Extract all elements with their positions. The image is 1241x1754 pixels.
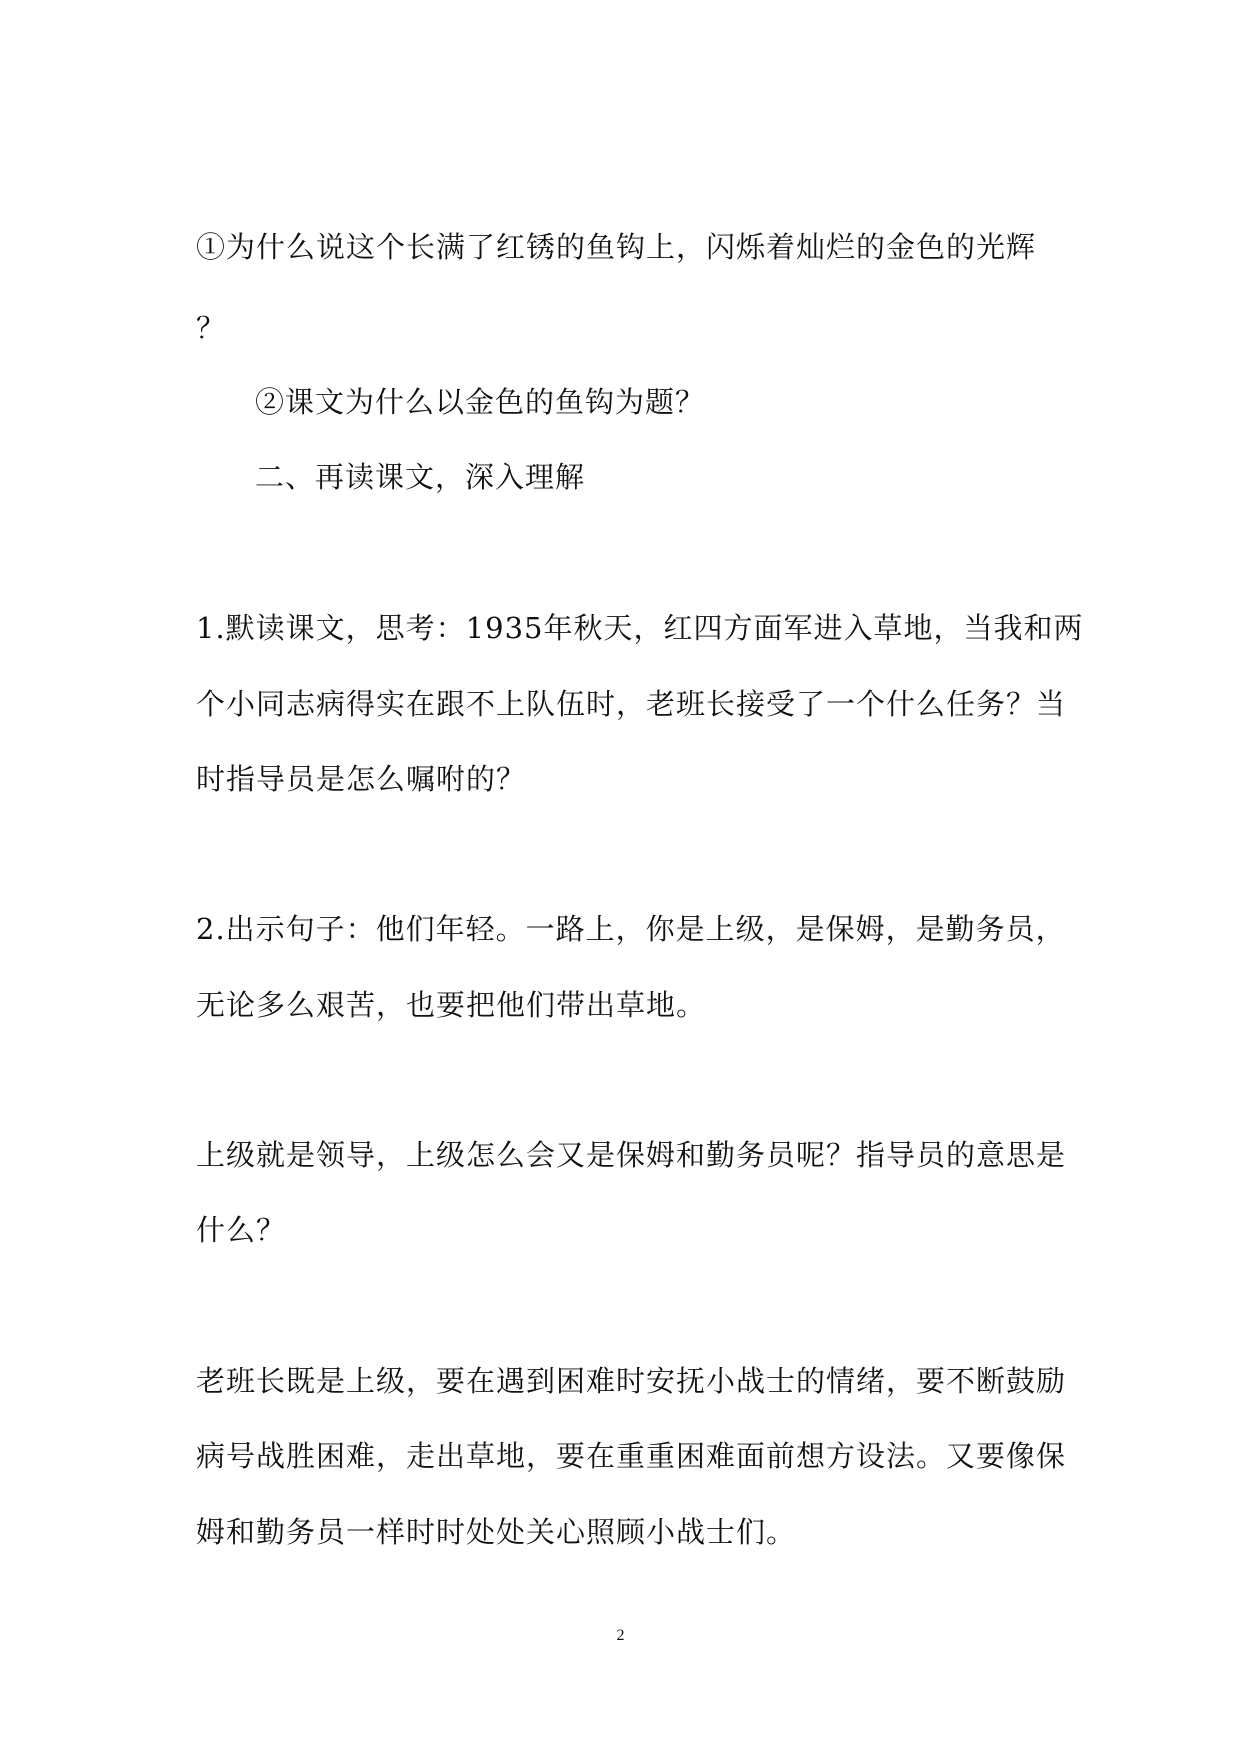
question-1-line-1: ①为什么说这个长满了红锈的鱼钩上，闪烁着灿烂的金色的光辉 [196,230,1037,264]
item-1-line-1: 1.默读课文，思考：1935年秋天，红四方面军进入草地，当我和两 [196,611,1084,645]
paragraph-2-line-2: 病号战胜困难，走出草地，要在重重困难面前想方设法。又要像保 [196,1439,1067,1473]
item-1-line-2: 个小同志病得实在跟不上队伍时，老班长接受了一个什么任务？当 [196,687,1067,721]
paragraph-2-line-3: 姆和勤务员一样时时处处关心照顾小战士们。 [196,1515,797,1549]
item-2-line-1: 2.出示句子：他们年轻。一路上，你是上级，是保姆，是勤务员， [196,912,1066,946]
item-2-line-2: 无论多么艰苦，也要把他们带出草地。 [196,988,707,1022]
section-heading: 二、再读课文，深入理解 [255,460,586,494]
paragraph-1-line-2: 什么？ [196,1213,287,1247]
question-1-line-2: ？ [196,311,227,345]
paragraph-1-line-1: 上级就是领导，上级怎么会又是保姆和勤务员呢？指导员的意思是 [196,1138,1067,1172]
paragraph-2-line-1: 老班长既是上级，要在遇到困难时安抚小战士的情绪，要不断鼓励 [196,1364,1067,1398]
item-1-line-3: 时指导员是怎么嘱咐的？ [196,762,527,796]
page-number: 2 [616,1627,625,1644]
question-2: ②课文为什么以金色的鱼钩为题？ [255,385,706,419]
